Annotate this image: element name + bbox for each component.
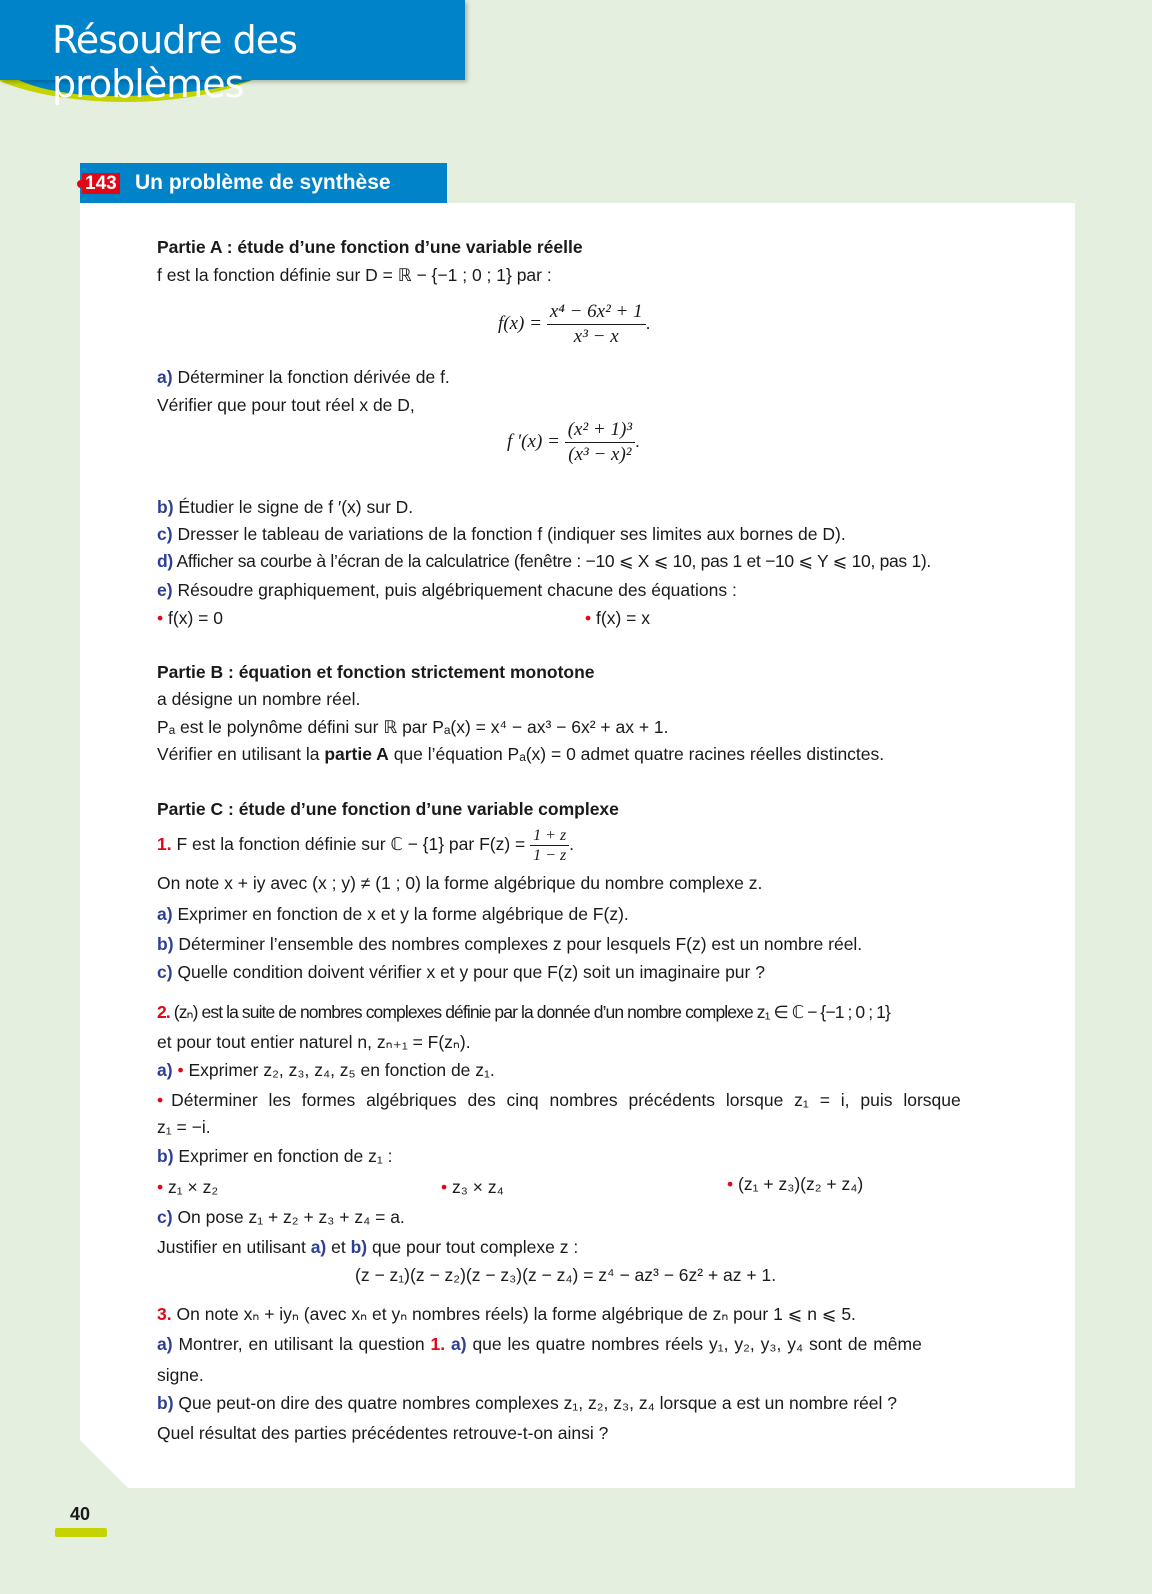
question-text: On pose z₁ + z₂ + z₃ + z₄ = a. <box>177 1207 405 1227</box>
expression: (z₁ + z₃)(z₂ + z₄) <box>738 1174 864 1194</box>
question-text: Quel résultat des parties précédentes retrouve-t-on ainsi ? <box>157 1423 609 1443</box>
question-text: Exprimer en fonction de z₁ : <box>178 1146 393 1166</box>
polynomial-identity: (z − z₁)(z − z₂)(z − z₃)(z − z₄) = z⁴ − az³ − 6z² + az + 1. <box>355 1265 777 1285</box>
question-text: Exprimer en fonction de x et y la forme algébrique de F(z). <box>177 904 629 924</box>
expression: z₁ × z₂ <box>168 1177 219 1197</box>
exercise-tab <box>80 163 447 203</box>
exercise-title: Un problème de synthèse <box>135 171 391 194</box>
page-number-bar <box>55 1528 107 1537</box>
equation: f(x) = x <box>596 608 650 628</box>
question-text: Déterminer l’ensemble des nombres complexes z pour lesquels F(z) est un nombre réel. <box>178 934 863 954</box>
question-text: a) Montrer, en utilisant la question 1. a) que les quatre nombres réels y₁, y₂, y₃, y₄ sont de même <box>157 1334 922 1354</box>
question-text: • Déterminer les formes algébriques des cinq nombres précédents lorsque z₁ = i, puis lorsque <box>157 1090 961 1110</box>
question-text: et pour tout entier naturel n, zₙ₊₁ = F(zₙ). <box>157 1032 471 1052</box>
section-header <box>0 0 465 106</box>
question-text: Exprimer z₂, z₃, z₄, z₅ en fonction de z₁. <box>188 1060 495 1080</box>
section-title: Résoudre des problèmes <box>52 18 297 106</box>
fraction: $\frac{\text{x⁴ − 6x² + 1}}{\text{x³ − x}}$ <box>547 300 646 349</box>
bullet: • <box>157 608 164 628</box>
page-number: 40 <box>70 1504 91 1524</box>
question-text: signe. <box>157 1365 204 1385</box>
expression: z₃ × z₄ <box>452 1177 504 1197</box>
part-b-title: Partie B : équation et fonction strictement monotone <box>157 662 595 682</box>
part-b-line: Pₐ est le polynôme défini sur ℝ par Pₐ(x) = x⁴ − ax³ − 6x² + ax + 1. <box>157 717 669 737</box>
question-3: 3. On note xₙ + iyₙ (avec xₙ et yₙ nombres réels) la forme algébrique de zₙ pour 1 ⩽ n ⩽ 5. <box>157 1304 856 1324</box>
exercise-number: 143 <box>82 173 120 194</box>
question-text: Résoudre graphiquement, puis algébriquement chacune des équations : <box>177 580 737 600</box>
question-text: Quelle condition doivent vérifier x et y pour que F(z) soit un imaginaire pur ? <box>177 962 765 982</box>
question-text: Que peut-on dire des quatre nombres complexes z₁, z₂, z₃, z₄ lorsque a est un nombre réel ? <box>178 1393 897 1413</box>
question-text: Justifier en utilisant a) et b) que pour tout complexe z : <box>157 1237 579 1257</box>
part-c-title: Partie C : étude d’une fonction d’une variable complexe <box>157 799 619 819</box>
equation: f(x) = 0 <box>168 608 223 628</box>
question-text: Afficher sa courbe à l’écran de la calculatrice (fenêtre : −10 ⩽ X ⩽ 10, pas 1 et −10 ⩽ Y ⩽ 10, pas 1). <box>176 551 931 571</box>
part-b-line: Vérifier en utilisant la partie A que l’équation Pₐ(x) = 0 admet quatre racines réelles distinctes. <box>157 744 885 764</box>
question-1: 1. F est la fonction définie sur ℂ − {1} par F(z) = $\frac{1 + z}{1 - z}$ . <box>157 827 575 864</box>
bullet: • <box>585 608 592 628</box>
part-a-intro: f est la fonction définie sur D = ℝ − {−1 ; 0 ; 1} par : <box>157 265 552 285</box>
part-a-title: Partie A : étude d’une fonction d’une variable réelle <box>157 237 583 257</box>
question-2: 2. (zₙ) est la suite de nombres complexes définie par la donnée d’un nombre complexe z₁ ∈ ℂ − {−1 ; 0 ; 1} <box>157 1002 890 1022</box>
question-text: On note x + iy avec (x ; y) ≠ (1 ; 0) la forme algébrique du nombre complexe z. <box>157 873 763 893</box>
question-text: Étudier le signe de f ′(x) sur D. <box>178 497 414 517</box>
question-text: Dresser le tableau de variations de la fonction f (indiquer ses limites aux bornes de D). <box>177 524 846 544</box>
function-definition: f(x) = $\frac{\text{x⁴ − 6x² + 1}}{\text{x³ − x}}$ . <box>498 301 651 347</box>
question-text: Déterminer la fonction dérivée de f. <box>177 367 450 387</box>
question-text: Vérifier que pour tout réel x de D, <box>157 395 415 415</box>
part-b-line: a désigne un nombre réel. <box>157 689 361 709</box>
question-text: z₁ = −i. <box>157 1117 211 1137</box>
derivative-formula: f ′(x) = $\frac{\text{(x² + 1)³}}{\text{(x³ − x)²}}$ . <box>507 419 640 465</box>
